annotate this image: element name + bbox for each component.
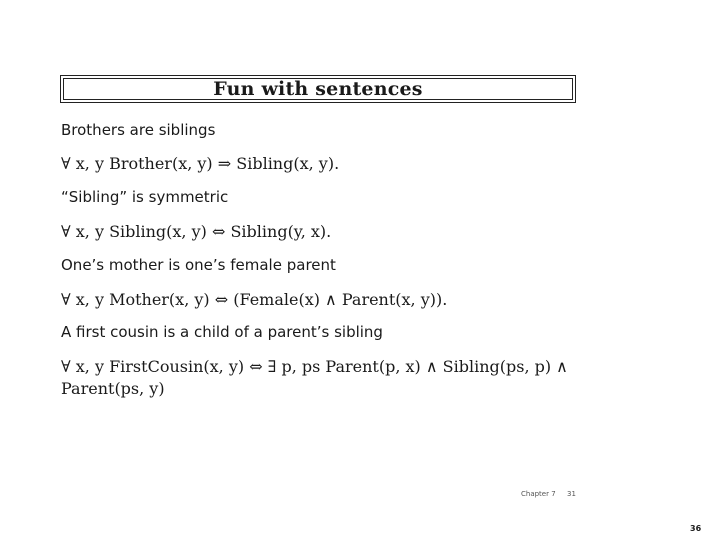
- slide-title-frame: [60, 75, 576, 103]
- caption-mother: One’s mother is one’s female parent: [61, 256, 336, 274]
- footer-chapter: Chapter 7: [521, 490, 556, 498]
- formula-brothers: ∀ x, y Brother(x, y) ⇒ Sibling(x, y).: [61, 154, 340, 173]
- formula-first-cousin-line1: ∀ x, y FirstCousin(x, y) ⇔ ∃ p, ps Parent(p, x) ∧ Sibling(ps, p) ∧: [61, 357, 568, 376]
- caption-sibling-symmetric: “Sibling” is symmetric: [61, 188, 229, 206]
- formula-first-cousin-line2: Parent(ps, y): [61, 379, 165, 398]
- formula-sibling-symmetric: ∀ x, y Sibling(x, y) ⇔ Sibling(y, x).: [61, 222, 332, 241]
- slide-title: Fun with sentences: [213, 77, 423, 100]
- caption-brothers: Brothers are siblings: [61, 121, 216, 139]
- footer-page: 31: [567, 490, 576, 498]
- slide-title-inner-frame: [63, 78, 573, 100]
- caption-first-cousin: A first cousin is a child of a parent’s sibling: [61, 323, 383, 341]
- page-number: 36: [690, 524, 702, 533]
- formula-mother: ∀ x, y Mother(x, y) ⇔ (Female(x) ∧ Parent(x, y)).: [61, 290, 448, 309]
